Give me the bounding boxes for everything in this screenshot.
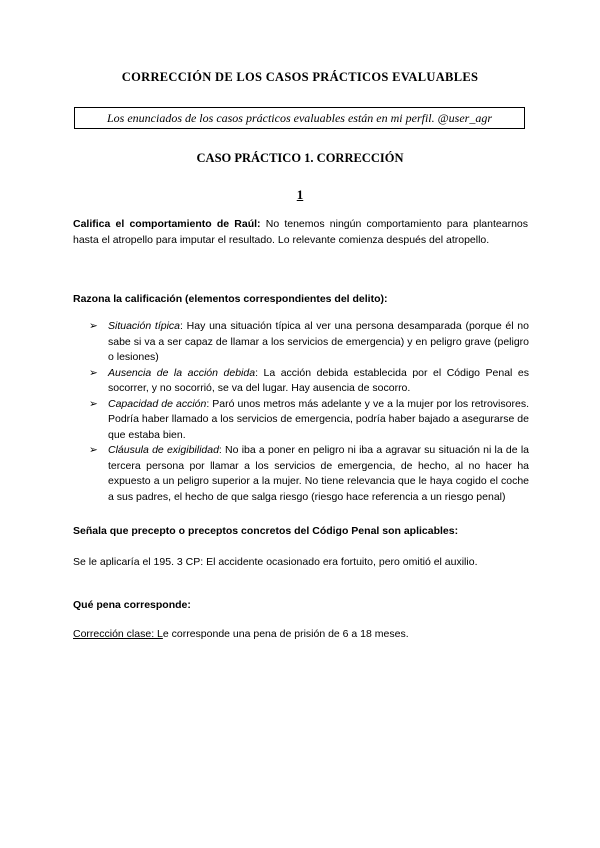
element-term: Cláusula de exigibilidad xyxy=(108,444,219,456)
bullet-arrow-icon: ➢ xyxy=(89,366,98,379)
pena-text: e corresponde una pena de prisión de 6 a 18 meses. xyxy=(162,628,409,640)
element-term: Situación típica xyxy=(108,320,181,332)
list-item xyxy=(89,397,529,444)
list-item xyxy=(89,366,529,397)
califica-text: No tenemos ningún comportamiento para plantearnos hasta el atropello para imputar el resultado. Lo relevante comienza después del atropello. xyxy=(73,218,528,246)
element-term: Capacidad de acción xyxy=(108,397,207,410)
califica-paragraph xyxy=(73,217,528,248)
list-item xyxy=(89,319,529,366)
element-text: : Paró unos metros más adelante y ve a la mujer por los retrovisores. Podría haber llamado a los servicios de emergencia, podría haber bajado a asegurarse de que estaba bien. xyxy=(108,397,529,441)
element-text: : No iba a poner en peligro ni iba a agravar su situación ni la de la tercera persona por llamar a los servicios de emergencia, de hecho, al no hacer ha expuesto a un peligro superior a la mujer. No tiene relevancia que le haya cogido el coche a sus padres, el hecho de que salga riesgo (riesgo hace referencia a un riesgo penal) xyxy=(108,444,529,503)
elements-list xyxy=(89,319,529,505)
califica-label: Califica el comportamiento de Raúl: xyxy=(73,218,261,230)
element-text: : La acción debida establecida por el Código Penal es socorrer, y no socorrió, se va del lugar. Hay ausencia de socorro. xyxy=(108,366,530,394)
bullet-arrow-icon: ➢ xyxy=(89,320,98,332)
pena-paragraph xyxy=(73,627,528,643)
list-item xyxy=(89,443,529,505)
bullet-arrow-icon: ➢ xyxy=(89,397,98,410)
case-title: CASO PRÁCTICO 1. CORRECCIÓN xyxy=(196,151,404,165)
profile-note-box: Los enunciados de los casos prácticos evaluables están en mi perfil. @user_agr xyxy=(74,107,525,129)
element-text: : Hay una situación típica al ver una persona desamparada (porque él no sabe si va a ser capaz de llamar a los servicios de emergencia) y en peligro grave (peligro o lesiones) xyxy=(108,320,529,363)
precepto-text: Se le aplicaría el 195. 3 CP: El accidente ocasionado era fortuito, pero omitió el auxilio. xyxy=(73,556,478,568)
document-title: CORRECCIÓN DE LOS CASOS PRÁCTICOS EVALUABLES xyxy=(121,70,479,84)
razona-heading: Razona la calificación (elementos correspondientes del delito): xyxy=(73,293,388,305)
case-number: 1 xyxy=(296,187,304,202)
precepto-heading: Señala que precepto o preceptos concretos del Código Penal son aplicables: xyxy=(73,525,459,537)
pena-heading: Qué pena corresponde: xyxy=(73,599,191,611)
bullet-arrow-icon: ➢ xyxy=(89,444,98,456)
pena-label: Corrección clase: L xyxy=(73,628,163,640)
element-term: Ausencia de la acción debida xyxy=(108,366,256,379)
